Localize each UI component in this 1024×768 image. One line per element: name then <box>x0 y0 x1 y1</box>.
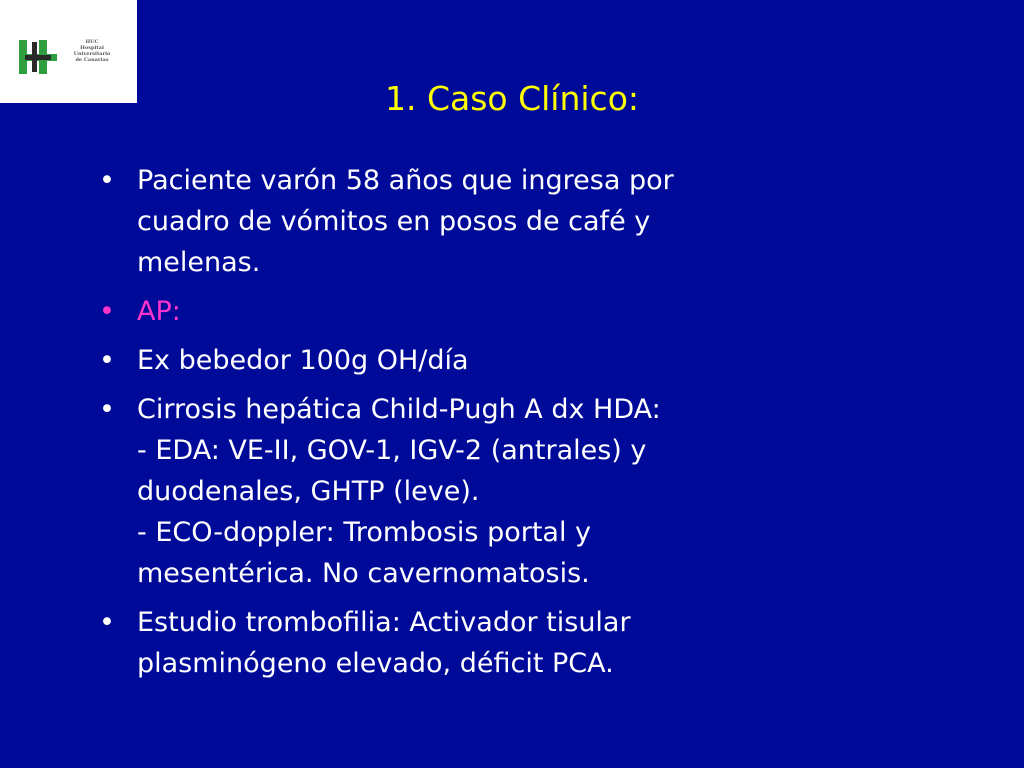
bullet-marker: • <box>99 296 115 327</box>
bullet-line: - EDA: VE-II, GOV-1, IGV-2 (antrales) y <box>137 435 647 466</box>
hospital-h-cross-icon <box>17 38 59 76</box>
bullet-line: cuadro de vómitos en posos de café y <box>137 206 651 237</box>
bullet-line: Paciente varón 58 años que ingresa por <box>137 165 674 196</box>
bullet-item <box>97 602 937 684</box>
bullet-line: Cirrosis hepática Child-Pugh A dx HDA: <box>137 394 661 425</box>
bullet-line: Ex bebedor 100g OH/día <box>137 345 469 376</box>
logo-line: Universitario <box>73 51 111 57</box>
logo-line: Hospital <box>80 45 104 51</box>
bullet-line: mesentérica. No cavernomatosis. <box>137 558 590 589</box>
bullet-line: Estudio trombofilia: Activador tisular <box>137 607 631 638</box>
bullet-item <box>97 291 937 332</box>
bullet-marker: • <box>99 345 115 376</box>
bullet-list <box>97 160 937 692</box>
bullet-marker: • <box>99 394 115 425</box>
bullet-line: melenas. <box>137 247 261 278</box>
bullet-line: AP: <box>137 296 181 327</box>
bullet-line: plasminógeno elevado, déficit PCA. <box>137 648 614 679</box>
bullet-line: - ECO-doppler: Trombosis portal y <box>137 517 592 548</box>
logo-line: HUC <box>85 39 99 45</box>
bullet-marker: • <box>99 607 115 638</box>
bullet-item <box>97 389 937 594</box>
bullet-line: duodenales, GHTP (leve). <box>137 476 480 507</box>
bullet-item <box>97 160 937 283</box>
slide-title: 1. Caso Clínico: <box>384 79 640 118</box>
logo-line: de Canarias <box>75 57 109 63</box>
bullet-item <box>97 340 937 381</box>
bullet-marker: • <box>99 165 115 196</box>
logo-text <box>62 39 122 63</box>
